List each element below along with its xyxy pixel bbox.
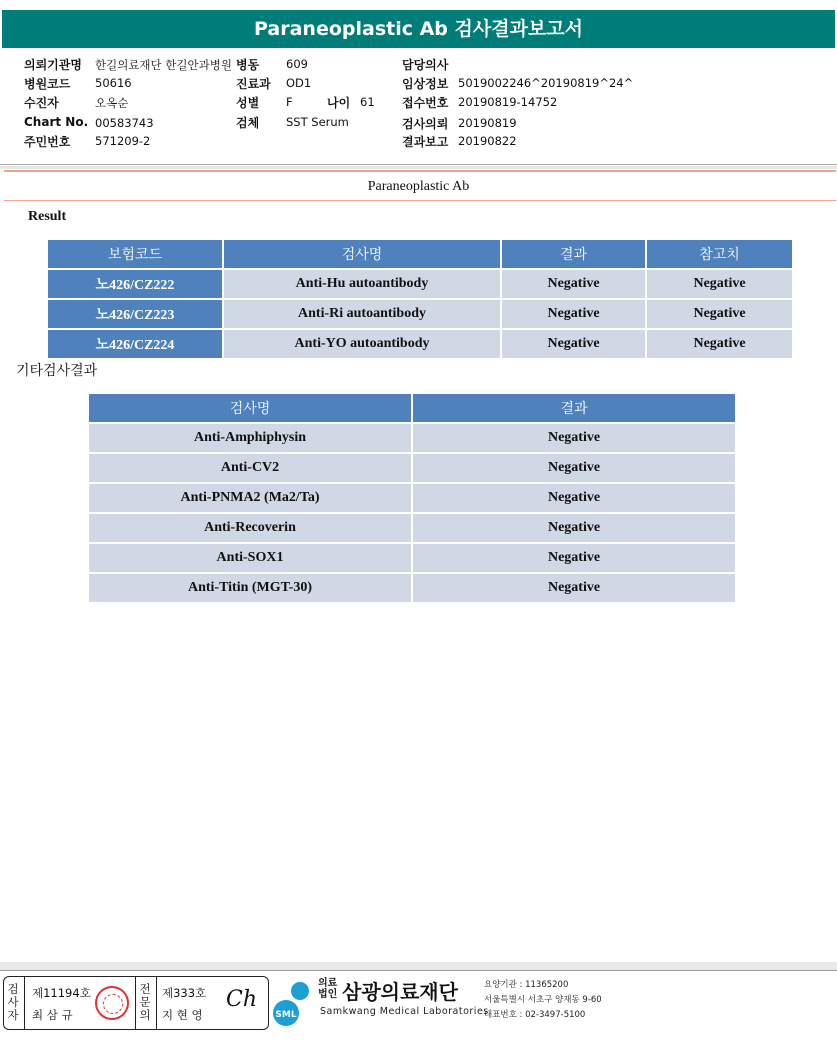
id-label: 주민번호 (24, 135, 71, 149)
age-value: 61 (360, 95, 375, 109)
age-label: 나이 (327, 96, 351, 110)
section-title: Paraneoplastic Ab (367, 179, 470, 194)
table-header-row (89, 394, 735, 422)
result-cell: Negative (413, 454, 735, 482)
result-cell: Negative (413, 544, 735, 572)
report-value: 20190822 (458, 134, 517, 148)
main-results-table (46, 238, 794, 360)
report-title: Paraneoplastic Ab 검사결과보고서 (2, 10, 835, 48)
column-header: 검사명 (89, 394, 411, 422)
sml-logo-icon (270, 979, 318, 1027)
reference-cell: Negative (647, 330, 792, 358)
table-row (89, 484, 735, 512)
test-name-cell: Anti-Amphiphysin (89, 424, 411, 452)
insurance-code-cell: 노426/CZ223 (48, 300, 222, 328)
test-name-cell: Anti-Hu autoantibody (224, 270, 500, 298)
insurance-code-cell: 노426/CZ224 (48, 330, 222, 358)
test-name-cell: Anti-Titin (MGT-30) (89, 574, 411, 602)
sex-value: F (286, 95, 293, 109)
patient-value: 오옥순 (95, 96, 129, 110)
sml-logo-text: SML (275, 1010, 297, 1020)
institution-code: 요양기관 : 11365200 (484, 980, 569, 990)
result-cell: Negative (502, 330, 645, 358)
contact-info (484, 978, 602, 1023)
signature-box (3, 976, 269, 1030)
phone-number: 대표번호 : 02-3497-5100 (484, 1010, 586, 1020)
test-name-cell: Anti-Ri autoantibody (224, 300, 500, 328)
ward-label: 병동 (236, 58, 260, 72)
table-row (89, 514, 735, 542)
divider (24, 977, 25, 1029)
id-value: 571209-2 (95, 134, 151, 148)
clinical-label: 임상정보 (402, 77, 449, 91)
reference-cell: Negative (647, 300, 792, 328)
column-header: 검사명 (224, 240, 500, 268)
test-name-cell: Anti-Recoverin (89, 514, 411, 542)
test-name-cell: Anti-PNMA2 (Ma2/Ta) (89, 484, 411, 512)
inspector-vertical-label: 검사자 (7, 982, 19, 1022)
table-header-row (48, 240, 792, 268)
divider (0, 164, 837, 165)
seal-icon (95, 986, 129, 1020)
sex-label: 성별 (236, 96, 260, 110)
result-cell: Negative (413, 574, 735, 602)
table-row (48, 330, 792, 358)
hospital-code-label: 병원코드 (24, 77, 71, 91)
table-row (89, 424, 735, 452)
signature-icon: Ch (226, 987, 258, 1012)
table-row (48, 300, 792, 328)
table-row (89, 574, 735, 602)
inspector-name: 최 삼 규 (32, 1008, 73, 1022)
brand-name: 삼광의료재단 (342, 980, 458, 1004)
footer-divider (0, 962, 837, 970)
divider (135, 977, 136, 1029)
patient-info (0, 52, 837, 162)
specimen-label: 검체 (236, 116, 260, 130)
specialist-name: 지 현 영 (162, 1008, 203, 1022)
test-name-cell: Anti-SOX1 (89, 544, 411, 572)
patient-label: 수진자 (24, 96, 59, 110)
receipt-label: 접수번호 (402, 96, 449, 110)
result-cell: Negative (502, 270, 645, 298)
other-tests-title: 기타검사결과 (16, 363, 98, 379)
reference-cell: Negative (647, 270, 792, 298)
institution-label: 의뢰기관명 (24, 58, 82, 72)
specimen-value: SST Serum (286, 115, 349, 129)
brand-name-en: Samkwang Medical Laboratories (320, 1006, 489, 1017)
table-row (48, 270, 792, 298)
brand-small-label: 의료법인 (318, 978, 338, 1000)
report-label: 결과보고 (402, 135, 449, 149)
footer-divider (0, 970, 837, 971)
receipt-value: 20190819-14752 (458, 95, 558, 109)
dept-label: 진료과 (236, 77, 271, 91)
divider (4, 170, 836, 172)
other-results-table (87, 392, 737, 604)
inspector-number: 제11194호 (32, 986, 91, 1000)
result-label: Result (28, 209, 67, 224)
table-row (89, 454, 735, 482)
result-cell: Negative (413, 424, 735, 452)
result-cell: Negative (413, 514, 735, 542)
clinical-value: 5019002246^20190819^24^ (458, 76, 634, 90)
test-name-cell: Anti-YO autoantibody (224, 330, 500, 358)
request-label: 검사의뢰 (402, 117, 449, 131)
ward-value: 609 (286, 57, 308, 71)
result-cell: Negative (413, 484, 735, 512)
result-cell: Negative (502, 300, 645, 328)
address: 서울특별시 서초구 양재동 9-60 (484, 995, 602, 1005)
hospital-code-value: 50616 (95, 76, 132, 90)
column-header: 참고치 (647, 240, 792, 268)
chart-label: Chart No. (24, 115, 89, 129)
column-header: 결과 (502, 240, 645, 268)
dept-value: OD1 (286, 76, 312, 90)
column-header: 결과 (413, 394, 735, 422)
test-name-cell: Anti-CV2 (89, 454, 411, 482)
institution-value: 한길의료재단 한길안과병원 (95, 58, 232, 72)
divider (0, 166, 837, 169)
divider (4, 200, 836, 201)
specialist-vertical-label: 전문의 (139, 982, 151, 1022)
divider (156, 977, 157, 1029)
specialist-number: 제333호 (162, 986, 207, 1000)
insurance-code-cell: 노426/CZ222 (48, 270, 222, 298)
chart-value: 00583743 (95, 116, 154, 130)
request-value: 20190819 (458, 116, 517, 130)
table-row (89, 544, 735, 572)
column-header: 보험코드 (48, 240, 222, 268)
doctor-label: 담당의사 (402, 58, 449, 72)
